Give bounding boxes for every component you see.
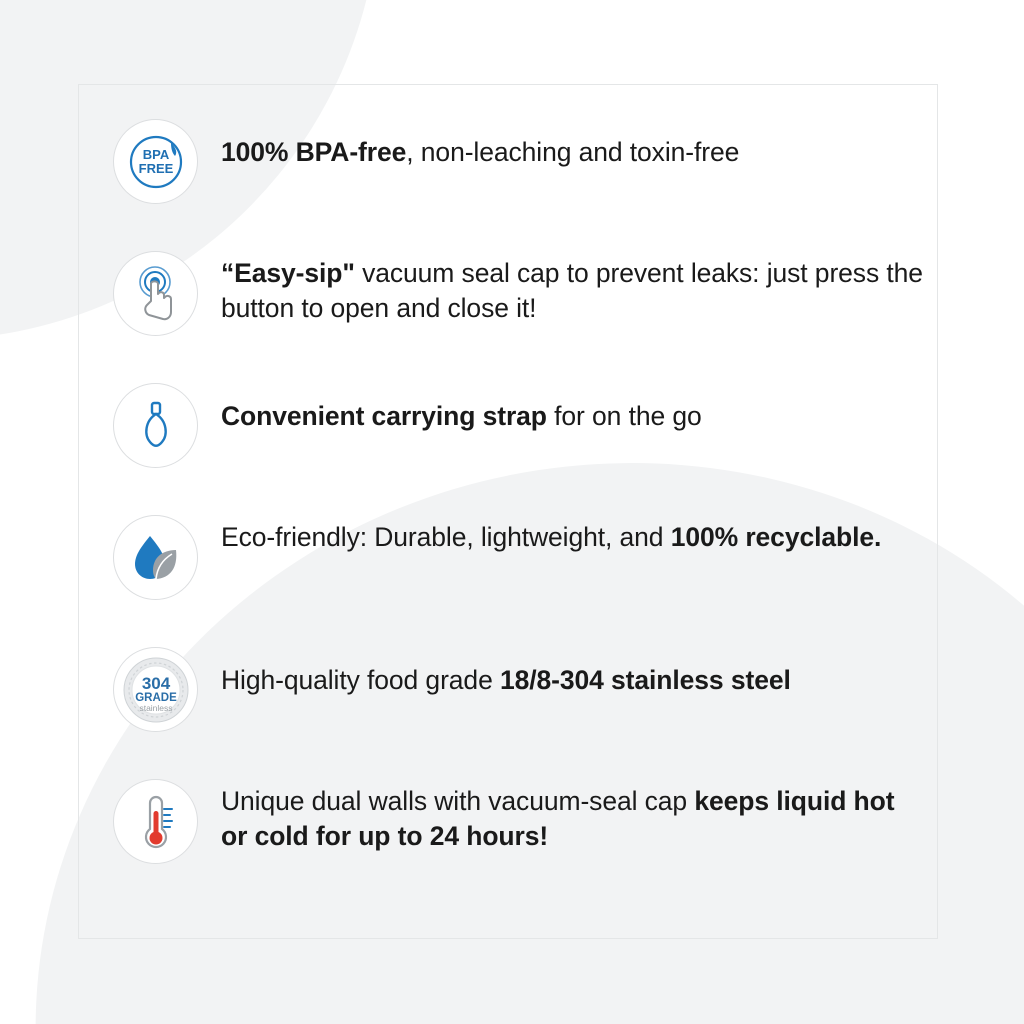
feature-item-temperature-retention xyxy=(79,779,937,879)
bpa-free-icon-graphic xyxy=(125,131,187,193)
badge-line1: 304 xyxy=(141,673,170,693)
feature-text-normal: Unique dual walls with vacuum-seal cap xyxy=(221,786,695,816)
feature-item-stainless-steel xyxy=(79,647,937,747)
bpa-icon-line2: FREE xyxy=(138,160,173,176)
feature-text-normal: , non-leaching and toxin-free xyxy=(406,137,740,167)
eco-icon-graphic xyxy=(126,528,186,588)
thermometer-icon-graphic xyxy=(127,791,185,853)
feature-text-easy-sip xyxy=(221,251,927,326)
feature-text-strong: 18/8-304 stainless steel xyxy=(499,665,791,695)
feature-text-bpa-free xyxy=(221,119,927,170)
feature-item-carrying-strap xyxy=(79,383,937,483)
feature-text-eco-friendly xyxy=(221,515,927,555)
feature-text-normal: Eco-friendly: Durable, lightweight, and xyxy=(221,522,671,552)
feature-text-normal: vacuum seal cap to prevent leaks: just press the button to open and close it! xyxy=(221,258,923,324)
feature-text-strong: Convenient carrying strap xyxy=(221,401,547,431)
carrying-strap-icon-graphic xyxy=(127,397,185,455)
eco-leaf-drop-icon xyxy=(113,515,198,600)
easy-sip-icon-graphic xyxy=(127,265,185,323)
thermometer-icon xyxy=(113,779,198,864)
bpa-icon-line1: BPA xyxy=(142,146,169,162)
feature-text-strong: 100% BPA-free xyxy=(221,137,407,167)
feature-text-temperature-retention xyxy=(221,779,927,854)
easy-sip-button-press-icon xyxy=(113,251,198,336)
feature-text-strong: keeps liquid hot or cold for up to 24 hours! xyxy=(221,786,895,852)
badge-line2: GRADE xyxy=(134,691,177,704)
badge-line3: stainless xyxy=(138,702,173,713)
stainless-badge-icon-graphic xyxy=(119,653,193,727)
features-panel xyxy=(78,84,938,939)
feature-text-stainless-steel xyxy=(221,647,927,698)
feature-item-bpa-free xyxy=(79,119,937,219)
feature-text-strong: “Easy-sip" xyxy=(221,258,355,288)
features-list xyxy=(79,85,937,938)
feature-text-carrying-strap xyxy=(221,383,927,434)
feature-text-normal: High-quality food grade xyxy=(221,665,500,695)
feature-text-normal: for on the go xyxy=(546,401,702,431)
bpa-free-icon xyxy=(113,119,198,204)
feature-item-eco-friendly xyxy=(79,515,937,615)
carrying-strap-icon xyxy=(113,383,198,468)
304-grade-stainless-badge-icon xyxy=(113,647,198,732)
feature-text-strong: 100% recyclable. xyxy=(670,522,882,552)
feature-item-easy-sip xyxy=(79,251,937,351)
